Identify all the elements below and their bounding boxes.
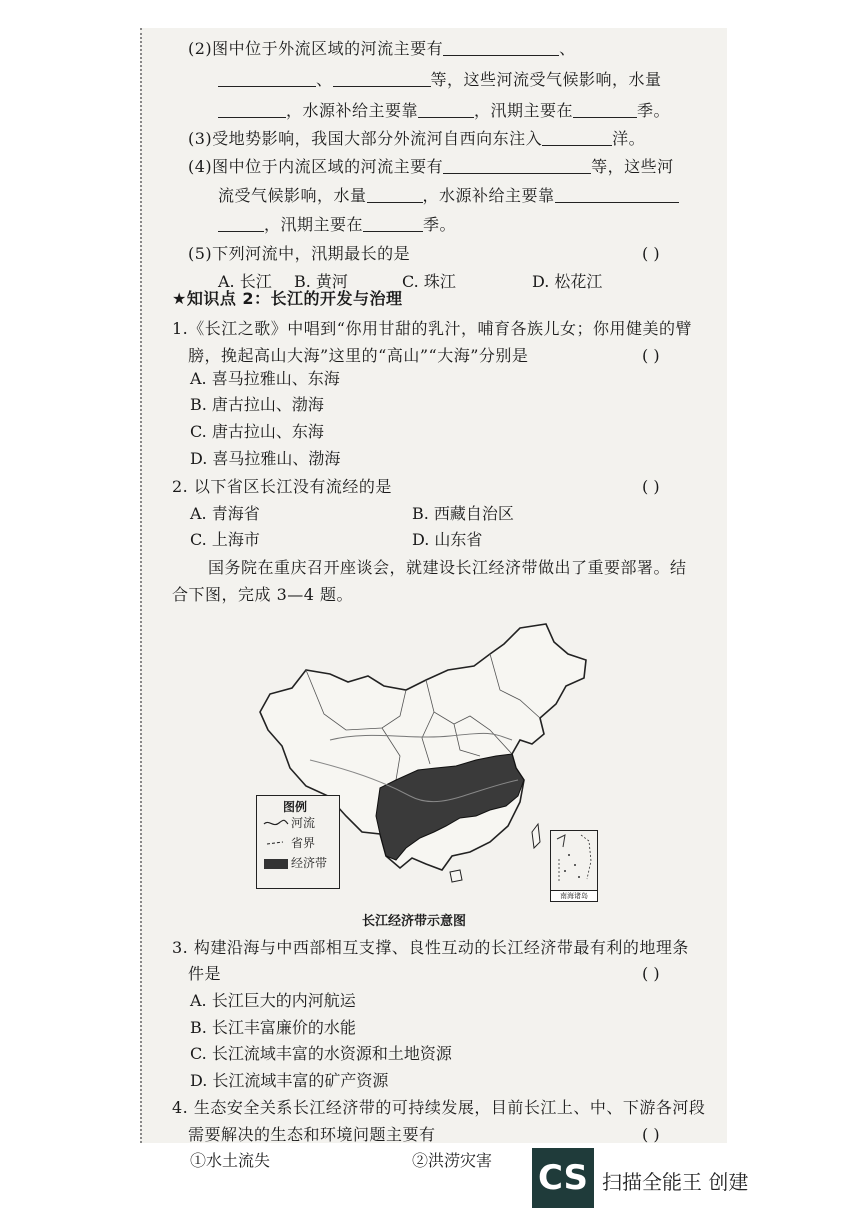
legend-item-border: 省界 [291,836,316,850]
blank[interactable] [333,70,431,87]
answer-paren[interactable]: ( ) [642,244,660,263]
blank[interactable] [218,101,286,118]
p1-line2: 膀，挽起高山大海”这里的“高山”“大海”分别是 [188,346,529,365]
p4-option-1[interactable]: ①水土流失 [190,1151,271,1170]
blank[interactable] [542,129,612,146]
p3-option-b[interactable]: B. 长江丰富廉价的水能 [190,1018,356,1037]
blank[interactable] [218,215,264,232]
legend-title: 图例 [283,800,308,814]
q4-line3: ，汛期主要在 季。 [218,214,456,236]
p3-line2: 件是 [188,964,222,983]
inset-label: 南海诸岛 [551,890,597,901]
blank[interactable] [573,101,637,118]
answer-paren[interactable]: ( ) [642,346,660,365]
river-symbol-icon [263,818,289,828]
south-china-sea-inset [550,830,598,902]
p3-option-a[interactable]: A. 长江巨大的内河航运 [190,991,356,1010]
q3-line: (3)受地势影响，我国大部分外流河自西向东注入 洋。 [188,129,646,148]
q5-option-b[interactable]: B. 黄河 [294,272,348,291]
q2-line1: (2)图中位于外流区域的河流主要有 、 [188,39,576,58]
belt-symbol-icon [263,858,289,870]
intro-line1: 国务院在重庆召开座谈会，就建设长江经济带做出了重要部署。结 [208,558,687,577]
p3-line1: 3. 构建沿海与中西部相互支撑、良性互动的长江经济带最有利的地理条 [172,938,689,957]
q2-line3: ，水源补给主要靠 ，汛期主要在 季。 [218,100,670,122]
blank[interactable] [443,157,591,174]
map-caption: 长江经济带示意图 [362,914,467,929]
blank[interactable] [363,215,423,232]
answer-paren[interactable]: ( ) [642,964,660,983]
p4-line1: 4. 生态安全关系长江经济带的可持续发展，目前长江上、中、下游各河段 [172,1098,706,1117]
q5-option-c[interactable]: C. 珠江 [402,272,456,291]
economic-belt-map [250,620,610,902]
answer-paren[interactable]: ( ) [642,1125,660,1144]
taiwan-island [532,824,540,848]
worksheet-page [140,28,727,1170]
answer-paren[interactable]: ( ) [642,477,660,496]
blank[interactable] [418,101,474,118]
camscanner-logo: CS [532,1148,594,1208]
p2-option-b[interactable]: B. 西藏自治区 [412,504,514,523]
q5-option-d[interactable]: D. 松花江 [532,272,603,291]
q5-option-a[interactable]: A. 长江 [218,272,272,291]
q4-line2: 流受气候影响，水量 ，水源补给主要靠 [218,185,679,207]
p2-option-d[interactable]: D. 山东省 [412,530,483,549]
p1-option-b[interactable]: B. 唐古拉山、渤海 [190,395,324,414]
legend-item-belt: 经济带 [291,856,328,870]
q4-line1: (4)图中位于内流区域的河流主要有 等，这些河 [188,157,674,176]
blank[interactable] [443,39,559,56]
map-legend [256,795,340,889]
legend-item-river: 河流 [291,816,316,830]
p1-option-d[interactable]: D. 喜马拉雅山、渤海 [190,449,341,468]
p4-option-2[interactable]: ②洪涝灾害 [412,1151,493,1170]
p2-option-c[interactable]: C. 上海市 [190,530,260,549]
intro-line2: 合下图，完成 3—4 题。 [172,585,354,604]
border-symbol-icon [263,838,289,848]
p2-option-a[interactable]: A. 青海省 [190,504,260,523]
blank[interactable] [555,186,679,203]
p3-option-d[interactable]: D. 长江流域丰富的矿产资源 [190,1071,389,1090]
p4-line2: 需要解决的生态和环境问题主要有 [188,1125,436,1144]
section-title: ★知识点 2：长江的开发与治理 [172,289,403,308]
camscanner-text: 扫描全能王 创建 [602,1170,749,1194]
p2-stem: 2. 以下省区长江没有流经的是 [172,477,392,496]
hainan-island [450,870,462,882]
blank[interactable] [367,186,423,203]
q2-line2: 、 等，这些河流受气候影响，水量 [218,69,662,91]
p1-option-a[interactable]: A. 喜马拉雅山、东海 [190,369,340,388]
q5-stem: (5)下列河流中，汛期最长的是 [188,244,411,263]
p1-option-c[interactable]: C. 唐古拉山、东海 [190,422,324,441]
inset-islands [551,831,597,889]
blank[interactable] [218,70,316,87]
p1-line1: 1.《长江之歌》中唱到“你用甘甜的乳汁，哺育各族儿女；你用健美的臂 [172,319,692,338]
p3-option-c[interactable]: C. 长江流域丰富的水资源和土地资源 [190,1044,452,1063]
